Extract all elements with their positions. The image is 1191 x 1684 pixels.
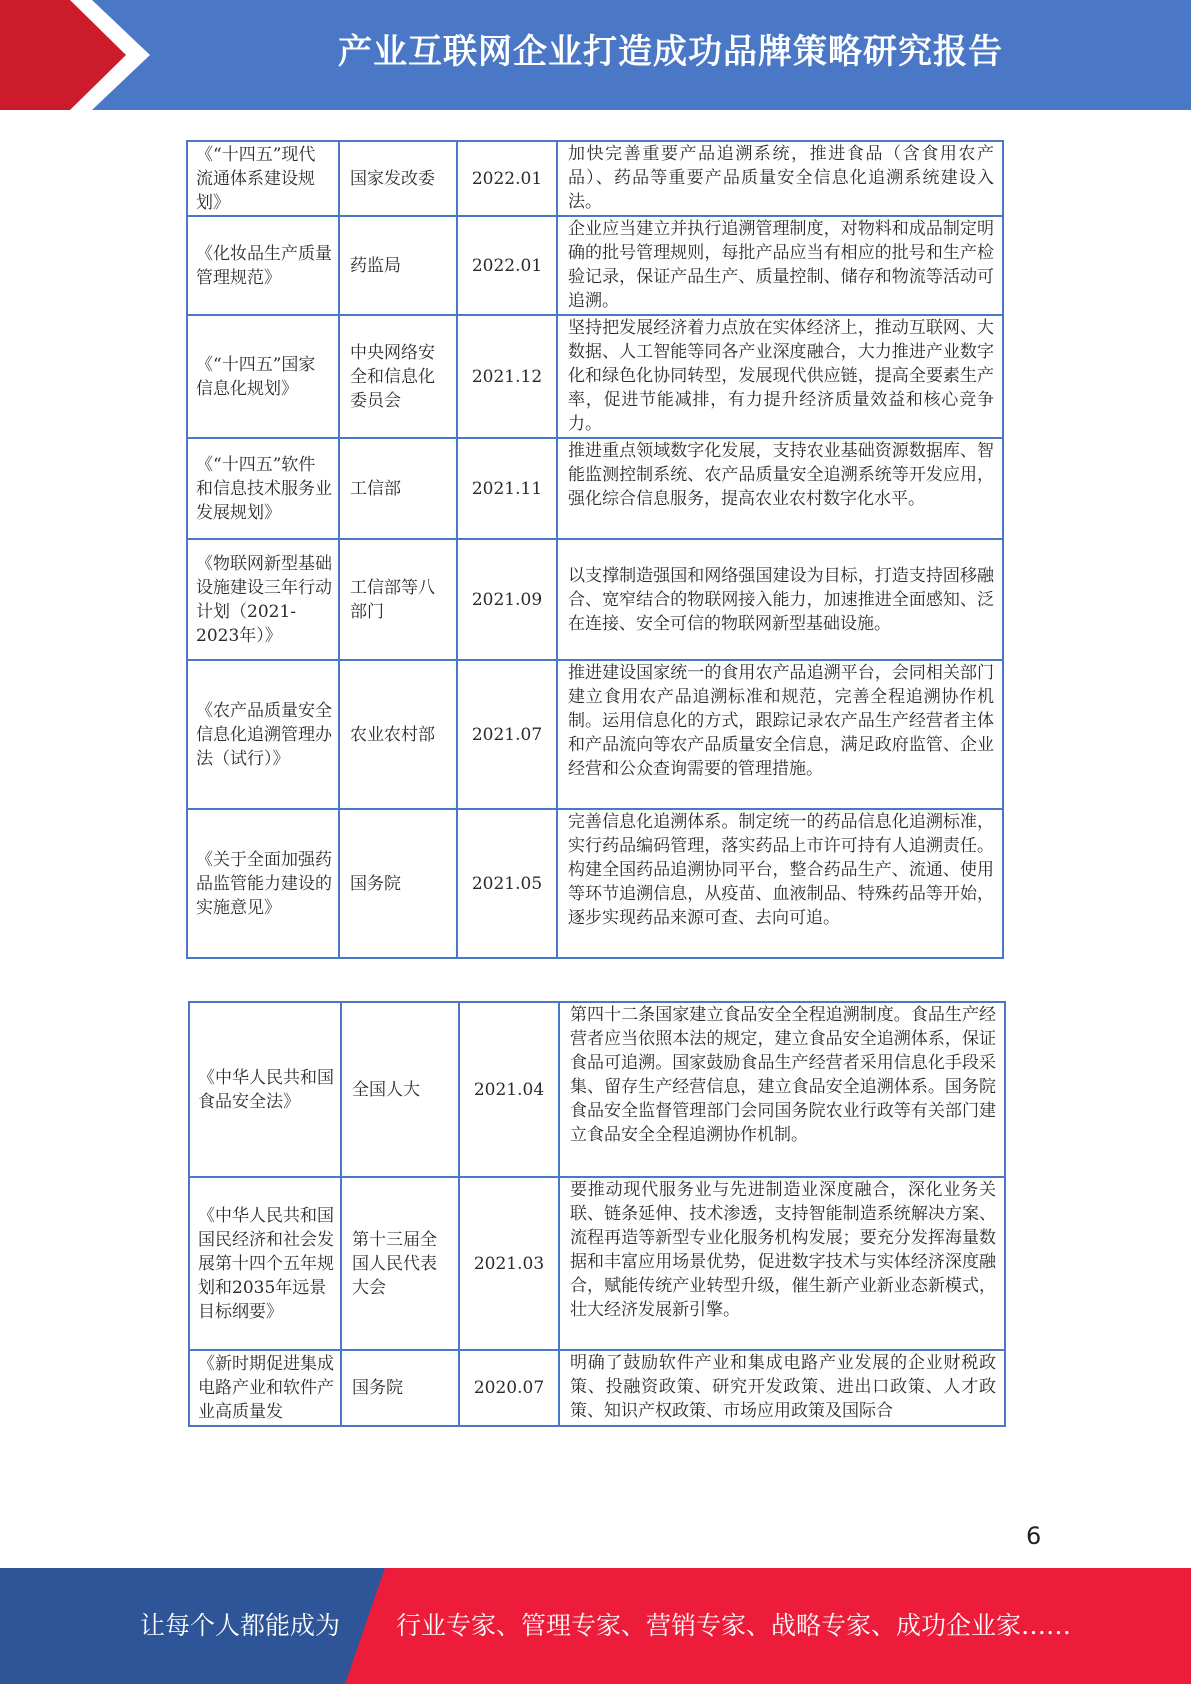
issue-date: 2021.03 — [459, 1177, 559, 1350]
table-row — [187, 315, 1003, 438]
issuing-department: 工信部等八部门 — [339, 539, 457, 660]
issuing-department: 工信部 — [339, 438, 457, 539]
policy-content: 以支撑制造强国和网络强国建设为目标，打造支持固移融合、宽窄结合的物联网接入能力，加速推进全面感知、泛在连接、安全可信的物联网新型基础设施。 — [557, 539, 1003, 660]
policy-name: 《“十四五”国家信息化规划》 — [187, 315, 339, 438]
issuing-department: 农业农村部 — [339, 660, 457, 809]
policy-content: 推进建设国家统一的食用农产品追溯平台，会同相关部门建立食用农产品追溯标准和规范，完善全程追溯协作机制。运用信息化的方式，跟踪记录农产品生产经营者主体和产品流向等农产品质量安全信息，满足政府监管、企业经营和公众查询需要的管理措施。 — [557, 660, 1003, 809]
policy-table-1 — [186, 140, 1004, 959]
issue-date: 2021.12 — [457, 315, 557, 438]
policy-name: 《化妆品生产质量管理规范》 — [187, 216, 339, 315]
table-row — [189, 1002, 1005, 1177]
table-row — [187, 141, 1003, 216]
header-arrow-icon — [0, 0, 160, 110]
issuing-department: 第十三届全国人民代表大会 — [341, 1177, 459, 1350]
issuing-department: 中央网络安全和信息化委员会 — [339, 315, 457, 438]
footer-slogan-lead: 让每个人都能成为 — [140, 1611, 341, 1640]
issue-date: 2022.01 — [457, 216, 557, 315]
issue-date: 2021.05 — [457, 809, 557, 958]
page-number: 6 — [1026, 1522, 1042, 1550]
page-title: 产业互联网企业打造成功品牌策略研究报告 — [338, 32, 1003, 72]
policy-content: 企业应当建立并执行追溯管理制度，对物料和成品制定明确的批号管理规则，每批产品应当有相应的批号和生产检验记录，保证产品生产、质量控制、储存和物流等活动可追溯。 — [557, 216, 1003, 315]
table-row — [187, 809, 1003, 958]
issue-date: 2021.07 — [457, 660, 557, 809]
table-row — [187, 660, 1003, 809]
policy-content: 推进重点领域数字化发展，支持农业基础资源数据库、智能监测控制系统、农产品质量安全追溯系统等开发应用，强化综合信息服务，提高农业农村数字化水平。 — [557, 438, 1003, 539]
table-row — [189, 1350, 1005, 1426]
table-row — [187, 438, 1003, 539]
policy-content: 要推动现代服务业与先进制造业深度融合，深化业务关联、链条延伸、技术渗透，支持智能制造系统解决方案、流程再造等新型专业化服务机构发展；要充分发挥海量数据和丰富应用场景优势，促进数字技术与实体经济深度融合，赋能传统产业转型升级，催生新产业新业态新模式，壮大经济发展新引擎。 — [559, 1177, 1005, 1350]
issuing-department: 国家发改委 — [339, 141, 457, 216]
policy-name: 《中华人民共和国国民经济和社会发展第十四个五年规划和2035年远景目标纲要》 — [189, 1177, 341, 1350]
policy-content: 加快完善重要产品追溯系统，推进食品（含食用农产品）、药品等重要产品质量安全信息化追溯系统建设入法。 — [557, 141, 1003, 216]
table-row — [189, 1177, 1005, 1350]
footer-slogan: 行业专家、管理专家、营销专家、战略专家、成功企业家…… — [396, 1611, 1072, 1640]
policy-content: 完善信息化追溯体系。制定统一的药品信息化追溯标准，实行药品编码管理，落实药品上市许可持有人追溯责任。构建全国药品追溯协同平台，整合药品生产、流通、使用等环节追溯信息，从疫苗、血液制品、特殊药品等开始，逐步实现药品来源可查、去向可追。 — [557, 809, 1003, 958]
policy-name: 《关于全面加强药品监管能力建设的实施意见》 — [187, 809, 339, 958]
table-row — [187, 216, 1003, 315]
policy-name: 《农产品质量安全信息化追溯管理办法（试行）》 — [187, 660, 339, 809]
policy-content: 明确了鼓励软件产业和集成电路产业发展的企业财税政策、投融资政策、研究开发政策、进出口政策、人才政策、知识产权政策、市场应用政策及国际合 — [559, 1350, 1005, 1426]
policy-content: 坚持把发展经济着力点放在实体经济上，推动互联网、大数据、人工智能等同各产业深度融合，大力推进产业数字化和绿色化协同转型，发展现代供应链，提高全要素生产率，促进节能减排，有力提升经济质量效益和核心竞争力。 — [557, 315, 1003, 438]
issue-date: 2020.07 — [459, 1350, 559, 1426]
policy-name: 《中华人民共和国食品安全法》 — [189, 1002, 341, 1177]
policy-name: 《“十四五”软件和信息技术服务业发展规划》 — [187, 438, 339, 539]
policy-name: 《物联网新型基础设施建设三年行动计划（2021-2023年）》 — [187, 539, 339, 660]
policy-name: 《新时期促进集成电路产业和软件产业高质量发 — [189, 1350, 341, 1426]
issue-date: 2021.04 — [459, 1002, 559, 1177]
issue-date: 2021.11 — [457, 438, 557, 539]
issuing-department: 药监局 — [339, 216, 457, 315]
policy-content: 第四十二条国家建立食品安全全程追溯制度。食品生产经营者应当依照本法的规定，建立食品安全追溯体系，保证食品可追溯。国家鼓励食品生产经营者采用信息化手段采集、留存生产经营信息，建立食品安全追溯体系。国务院食品安全监督管理部门会同国务院农业行政等有关部门建立食品安全全程追溯协作机制。 — [559, 1002, 1005, 1177]
policy-name: 《“十四五”现代流通体系建设规划》 — [187, 141, 339, 216]
issuing-department: 全国人大 — [341, 1002, 459, 1177]
page-footer — [0, 1568, 1191, 1684]
issuing-department: 国务院 — [341, 1350, 459, 1426]
issue-date: 2021.09 — [457, 539, 557, 660]
page-header — [0, 0, 1191, 110]
issue-date: 2022.01 — [457, 141, 557, 216]
table-row — [187, 539, 1003, 660]
issuing-department: 国务院 — [339, 809, 457, 958]
policy-table-2 — [188, 1001, 1006, 1427]
